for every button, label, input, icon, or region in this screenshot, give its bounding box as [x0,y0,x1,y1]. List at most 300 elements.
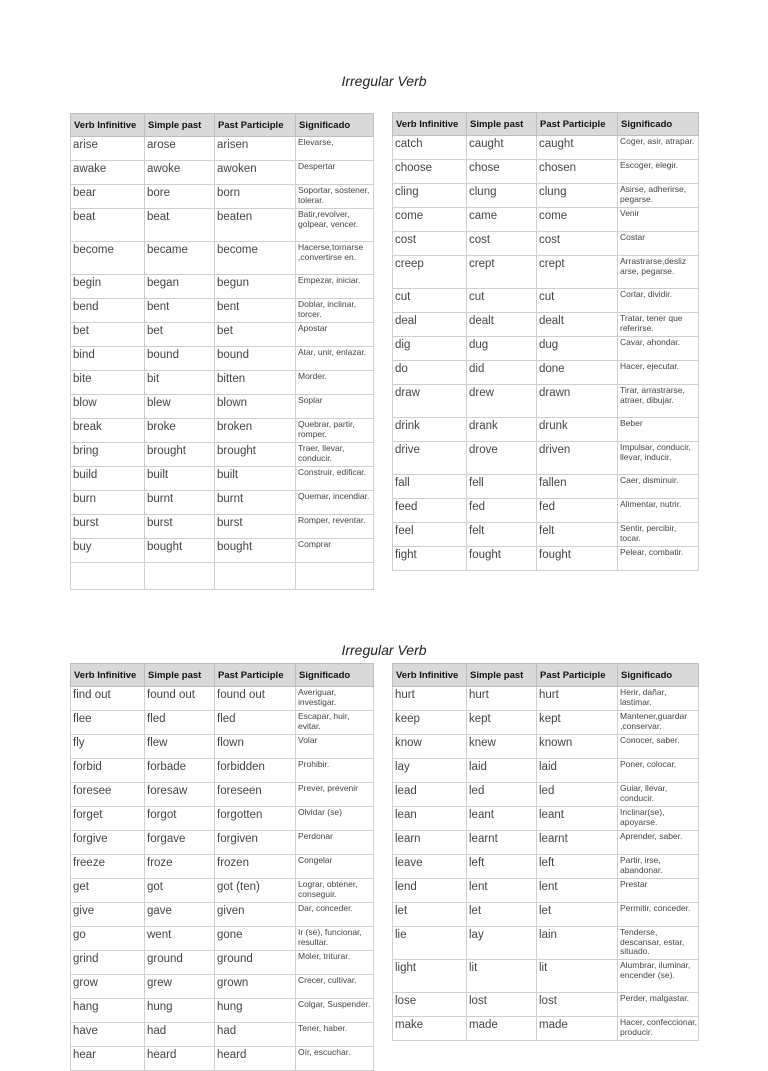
cell-verb-infinitive: flee [71,711,145,735]
column-header-significado: Significado [618,664,699,687]
cell-verb-infinitive: learn [393,831,467,855]
cell-significado: Escapar, huir, evitar. [296,711,374,735]
column-header-simple-past: Simple past [145,664,215,687]
cell-simple-past: gave [145,903,215,927]
header-row [393,113,699,136]
cell-verb-infinitive: freeze [71,855,145,879]
cell-past-participle: let [537,903,618,927]
cell-verb-infinitive: drive [393,442,467,475]
table-row [71,539,374,563]
table-row [71,323,374,347]
cell-past-participle: drunk [537,418,618,442]
table-row [393,855,699,879]
column-header-verb-infinitive: Verb Infinitive [393,113,467,136]
column-header-past-participle: Past Participle [215,114,296,137]
cell-simple-past: laid [467,759,537,783]
cell-simple-past: brought [145,443,215,467]
table-row [393,831,699,855]
cell-significado: Quemar, incendiar. [296,491,374,515]
verb-table-left [70,113,374,590]
table-row [71,209,374,242]
cell-simple-past: let [467,903,537,927]
cell-past-participle: had [215,1023,296,1047]
table-row [393,160,699,184]
cell-significado: Soportar, sostener, tolerar. [296,185,374,209]
table-row [393,289,699,313]
cell-simple-past: froze [145,855,215,879]
cell-past-participle: lent [537,879,618,903]
cell-simple-past: drove [467,442,537,475]
table-row [393,361,699,385]
cell-past-participle: bet [215,323,296,347]
cell-simple-past: clung [467,184,537,208]
table-row [71,759,374,783]
cell-verb-infinitive: begin [71,275,145,299]
cell-significado: Construir, edificar. [296,467,374,491]
cell-significado: Congelar [296,855,374,879]
table-row [71,275,374,299]
cell-past-participle: lain [537,927,618,960]
cell-significado: Tenderse, descansar, estar, situado. [618,927,699,960]
cell-simple-past: fed [467,499,537,523]
cell-past-participle: foreseen [215,783,296,807]
column-header-significado: Significado [618,113,699,136]
cell-simple-past: began [145,275,215,299]
table-row [71,347,374,371]
cell-significado: Alumbrar, iluminar, encender (se). [618,960,699,993]
cell-simple-past: fought [467,547,537,571]
cell-verb-infinitive: beat [71,209,145,242]
cell-significado: Conocer, saber. [618,735,699,759]
cell-past-participle: known [537,735,618,759]
cell-past-participle: bought [215,539,296,563]
table-row [71,1023,374,1047]
cell-significado: Costar [618,232,699,256]
cell-simple-past: knew [467,735,537,759]
cell-verb-infinitive: grind [71,951,145,975]
cell-past-participle: bent [215,299,296,323]
table-row [393,499,699,523]
cell-significado: Tener, haber. [296,1023,374,1047]
cell-simple-past: caught [467,136,537,160]
table-row [393,184,699,208]
table-row [393,385,699,418]
cell-significado: Traer, llevar, conducir. [296,443,374,467]
cell-past-participle: broken [215,419,296,443]
cell-verb-infinitive: hang [71,999,145,1023]
cell-verb-infinitive: fly [71,735,145,759]
table-row [71,855,374,879]
table-row [71,999,374,1023]
cell-simple-past: dug [467,337,537,361]
column-header-past-participle: Past Participle [537,664,618,687]
table-row [71,831,374,855]
cell-verb-infinitive: draw [393,385,467,418]
cell-past-participle: forbidden [215,759,296,783]
cell-significado: Tirar, arrastrarse, atraer, dibujar. [618,385,699,418]
cell-verb-infinitive: bet [71,323,145,347]
cell-significado: Comprar [296,539,374,563]
cell-simple-past: went [145,927,215,951]
cell-significado: Prohibir. [296,759,374,783]
cell-past-participle: flown [215,735,296,759]
cell-simple-past: drank [467,418,537,442]
cell-past-participle: found out [215,687,296,711]
verb-table-right [392,663,699,1041]
cell-verb-infinitive: bite [71,371,145,395]
cell-verb-infinitive: fight [393,547,467,571]
cell-significado: Ir (se), funcionar, resultar. [296,927,374,951]
cell-past-participle: led [537,783,618,807]
cell-significado: Coger, asir, atrapar. [618,136,699,160]
cell-simple-past: lost [467,993,537,1017]
cell-simple-past: crept [467,256,537,289]
cell-past-participle: hurt [537,687,618,711]
cell-significado: Prever, prevenir [296,783,374,807]
cell-past-participle [215,563,296,590]
cell-simple-past: bit [145,371,215,395]
cell-significado: Arrastrarse,desliz arse, pegarse. [618,256,699,289]
header-row [71,114,374,137]
cell-verb-infinitive: awake [71,161,145,185]
column-header-simple-past: Simple past [467,113,537,136]
cell-past-participle: laid [537,759,618,783]
cell-significado: Poner, colocar. [618,759,699,783]
cell-significado: Beber [618,418,699,442]
cell-past-participle: leant [537,807,618,831]
cell-verb-infinitive: creep [393,256,467,289]
cell-verb-infinitive: hear [71,1047,145,1071]
cell-simple-past: burst [145,515,215,539]
cell-significado: Quebrar, partir, romper. [296,419,374,443]
table-row [393,232,699,256]
cell-verb-infinitive: forget [71,807,145,831]
cell-simple-past: foresaw [145,783,215,807]
cell-past-participle: crept [537,256,618,289]
cell-verb-infinitive: bear [71,185,145,209]
cell-significado: Sentir, percibir, tocar. [618,523,699,547]
cell-significado: Dar, conceder. [296,903,374,927]
cell-verb-infinitive: leave [393,855,467,879]
page-title: Irregular Verb [341,642,427,658]
cell-simple-past: heard [145,1047,215,1071]
cell-significado [296,563,374,590]
cell-verb-infinitive: grow [71,975,145,999]
cell-past-participle: felt [537,523,618,547]
cell-simple-past: had [145,1023,215,1047]
cell-simple-past: lay [467,927,537,960]
column-header-verb-infinitive: Verb Infinitive [393,664,467,687]
cell-past-participle: ground [215,951,296,975]
table-row [71,161,374,185]
cell-significado: Hacerse,tornarse ,convertirse en. [296,242,374,275]
cell-past-participle: frozen [215,855,296,879]
cell-past-participle: got (ten) [215,879,296,903]
table-row [71,491,374,515]
verb-table-left [70,663,374,1071]
cell-significado: Aprender, saber. [618,831,699,855]
cell-verb-infinitive: cut [393,289,467,313]
table-row [71,137,374,161]
cell-significado: Partir, irse, abandonar. [618,855,699,879]
cell-past-participle: brought [215,443,296,467]
cell-significado: Prestar [618,879,699,903]
cell-significado: Inclinar(se), apoyarse. [618,807,699,831]
cell-verb-infinitive: build [71,467,145,491]
cell-significado: Perder, malgastar. [618,993,699,1017]
cell-past-participle: forgotten [215,807,296,831]
table-row [393,687,699,711]
cell-significado: Batir,revolver, golpear, vencer. [296,209,374,242]
cell-past-participle: fed [537,499,618,523]
cell-significado: Romper, reventar. [296,515,374,539]
cell-simple-past: hurt [467,687,537,711]
table-row [393,960,699,993]
cell-verb-infinitive: lay [393,759,467,783]
table-row [393,807,699,831]
cell-simple-past: forgave [145,831,215,855]
cell-past-participle: given [215,903,296,927]
cell-simple-past: felt [467,523,537,547]
cell-significado: Atar, unir, enlazar. [296,347,374,371]
table-row [393,1017,699,1041]
cell-significado: Alimentar, nutrir. [618,499,699,523]
cell-verb-infinitive: burst [71,515,145,539]
cell-past-participle: bitten [215,371,296,395]
column-header-simple-past: Simple past [467,664,537,687]
cell-verb-infinitive: deal [393,313,467,337]
cell-significado: Guiar, llevar, conducir. [618,783,699,807]
cell-verb-infinitive: make [393,1017,467,1041]
cell-past-participle: heard [215,1047,296,1071]
cell-significado: Despertar [296,161,374,185]
cell-significado: Hacer, confeccionar, producir. [618,1017,699,1041]
cell-significado: Escoger, elegir. [618,160,699,184]
column-header-verb-infinitive: Verb Infinitive [71,664,145,687]
cell-simple-past: cost [467,232,537,256]
page-title: Irregular Verb [341,73,427,89]
column-header-verb-infinitive: Verb Infinitive [71,114,145,137]
cell-simple-past: became [145,242,215,275]
cell-past-participle: drawn [537,385,618,418]
table-row [71,711,374,735]
cell-verb-infinitive: lie [393,927,467,960]
cell-simple-past: broke [145,419,215,443]
cell-past-participle: kept [537,711,618,735]
cell-verb-infinitive: dig [393,337,467,361]
cell-past-participle: cut [537,289,618,313]
cell-verb-infinitive: let [393,903,467,927]
cell-simple-past: found out [145,687,215,711]
cell-past-participle: clung [537,184,618,208]
cell-verb-infinitive: arise [71,137,145,161]
cell-verb-infinitive: choose [393,160,467,184]
cell-verb-infinitive: keep [393,711,467,735]
table-row [71,903,374,927]
table-row [393,313,699,337]
column-header-past-participle: Past Participle [537,113,618,136]
cell-simple-past: built [145,467,215,491]
cell-verb-infinitive: cost [393,232,467,256]
cell-significado: Tratar, tener que referirse. [618,313,699,337]
table-row [71,299,374,323]
cell-verb-infinitive [71,563,145,590]
cell-verb-infinitive: burn [71,491,145,515]
table-row [71,975,374,999]
cell-simple-past: dealt [467,313,537,337]
cell-verb-infinitive: forbid [71,759,145,783]
cell-verb-infinitive: light [393,960,467,993]
cell-simple-past: learnt [467,831,537,855]
cell-significado: Pelear, combatir. [618,547,699,571]
table-row [71,927,374,951]
table-row [71,515,374,539]
table-row [71,807,374,831]
table-row [71,242,374,275]
cell-simple-past: hung [145,999,215,1023]
cell-verb-infinitive: know [393,735,467,759]
table-row [393,547,699,571]
column-header-significado: Significado [296,114,374,137]
cell-past-participle: fallen [537,475,618,499]
cell-past-participle: fled [215,711,296,735]
cell-significado: Oír, escuchar. [296,1047,374,1071]
cell-past-participle: forgiven [215,831,296,855]
cell-simple-past: made [467,1017,537,1041]
cell-significado: Hacer, ejecutar. [618,361,699,385]
cell-verb-infinitive: do [393,361,467,385]
cell-significado: Impulsar, conducir, llevar, inducir. [618,442,699,475]
cell-significado: Colgar, Suspender. [296,999,374,1023]
cell-significado: Mantener,guardar ,conservar. [618,711,699,735]
cell-significado: Cortar, dividir. [618,289,699,313]
cell-past-participle: fought [537,547,618,571]
table-row [71,563,374,590]
table-row [71,371,374,395]
cell-past-participle: arisen [215,137,296,161]
cell-past-participle: caught [537,136,618,160]
cell-significado: Elevarse, [296,137,374,161]
cell-past-participle: beaten [215,209,296,242]
cell-verb-infinitive: catch [393,136,467,160]
cell-past-participle: driven [537,442,618,475]
cell-simple-past: left [467,855,537,879]
table-row [393,759,699,783]
cell-significado: Asirse, adherirse, pegarse. [618,184,699,208]
table-row [393,337,699,361]
cell-verb-infinitive: forgive [71,831,145,855]
cell-simple-past: bore [145,185,215,209]
cell-verb-infinitive: feel [393,523,467,547]
table-row [71,687,374,711]
cell-significado: Morder. [296,371,374,395]
cell-past-participle: gone [215,927,296,951]
cell-significado: Empezar, iniciar. [296,275,374,299]
table-row [393,711,699,735]
table-row [393,136,699,160]
cell-past-participle: built [215,467,296,491]
cell-simple-past: awoke [145,161,215,185]
cell-verb-infinitive: hurt [393,687,467,711]
table-row [71,951,374,975]
cell-verb-infinitive: feed [393,499,467,523]
cell-verb-infinitive: find out [71,687,145,711]
cell-verb-infinitive: lend [393,879,467,903]
cell-verb-infinitive: foresee [71,783,145,807]
cell-significado: Perdonar [296,831,374,855]
table-row [393,903,699,927]
cell-verb-infinitive: become [71,242,145,275]
cell-simple-past: chose [467,160,537,184]
table-row [71,783,374,807]
cell-significado: Volar [296,735,374,759]
cell-verb-infinitive: bring [71,443,145,467]
cell-past-participle: born [215,185,296,209]
cell-verb-infinitive: bind [71,347,145,371]
cell-past-participle: dug [537,337,618,361]
cell-verb-infinitive: bend [71,299,145,323]
table-row [393,475,699,499]
cell-significado: Lograr, obtener, conseguir. [296,879,374,903]
cell-simple-past: forgot [145,807,215,831]
cell-verb-infinitive: drink [393,418,467,442]
table-row [71,1047,374,1071]
cell-verb-infinitive: blow [71,395,145,419]
cell-simple-past: forbade [145,759,215,783]
cell-verb-infinitive: cling [393,184,467,208]
cell-past-participle: dealt [537,313,618,337]
table-row [71,443,374,467]
cell-significado: Averiguar, investigar. [296,687,374,711]
cell-significado: Moler, triturar. [296,951,374,975]
cell-simple-past: fled [145,711,215,735]
table-row [393,418,699,442]
table-row [71,419,374,443]
cell-past-participle: cost [537,232,618,256]
cell-significado: Caer, disminuir. [618,475,699,499]
cell-verb-infinitive: break [71,419,145,443]
cell-past-participle: lost [537,993,618,1017]
table-row [71,467,374,491]
table-row [71,185,374,209]
cell-past-participle: burst [215,515,296,539]
cell-past-participle: begun [215,275,296,299]
cell-simple-past: came [467,208,537,232]
cell-past-participle: made [537,1017,618,1041]
header-row [71,664,374,687]
cell-simple-past: blew [145,395,215,419]
cell-past-participle: become [215,242,296,275]
cell-verb-infinitive: lose [393,993,467,1017]
cell-significado: Olvidar (se) [296,807,374,831]
cell-verb-infinitive: lead [393,783,467,807]
cell-past-participle: chosen [537,160,618,184]
cell-simple-past: leant [467,807,537,831]
table-row [393,735,699,759]
cell-significado: Crecer, cultivar. [296,975,374,999]
cell-past-participle: lit [537,960,618,993]
column-header-past-participle: Past Participle [215,664,296,687]
table-row [71,735,374,759]
cell-simple-past: burnt [145,491,215,515]
cell-past-participle: done [537,361,618,385]
table-row [393,879,699,903]
cell-past-participle: learnt [537,831,618,855]
verb-table-right [392,112,699,571]
cell-significado: Soplar [296,395,374,419]
cell-simple-past: drew [467,385,537,418]
cell-simple-past: bound [145,347,215,371]
